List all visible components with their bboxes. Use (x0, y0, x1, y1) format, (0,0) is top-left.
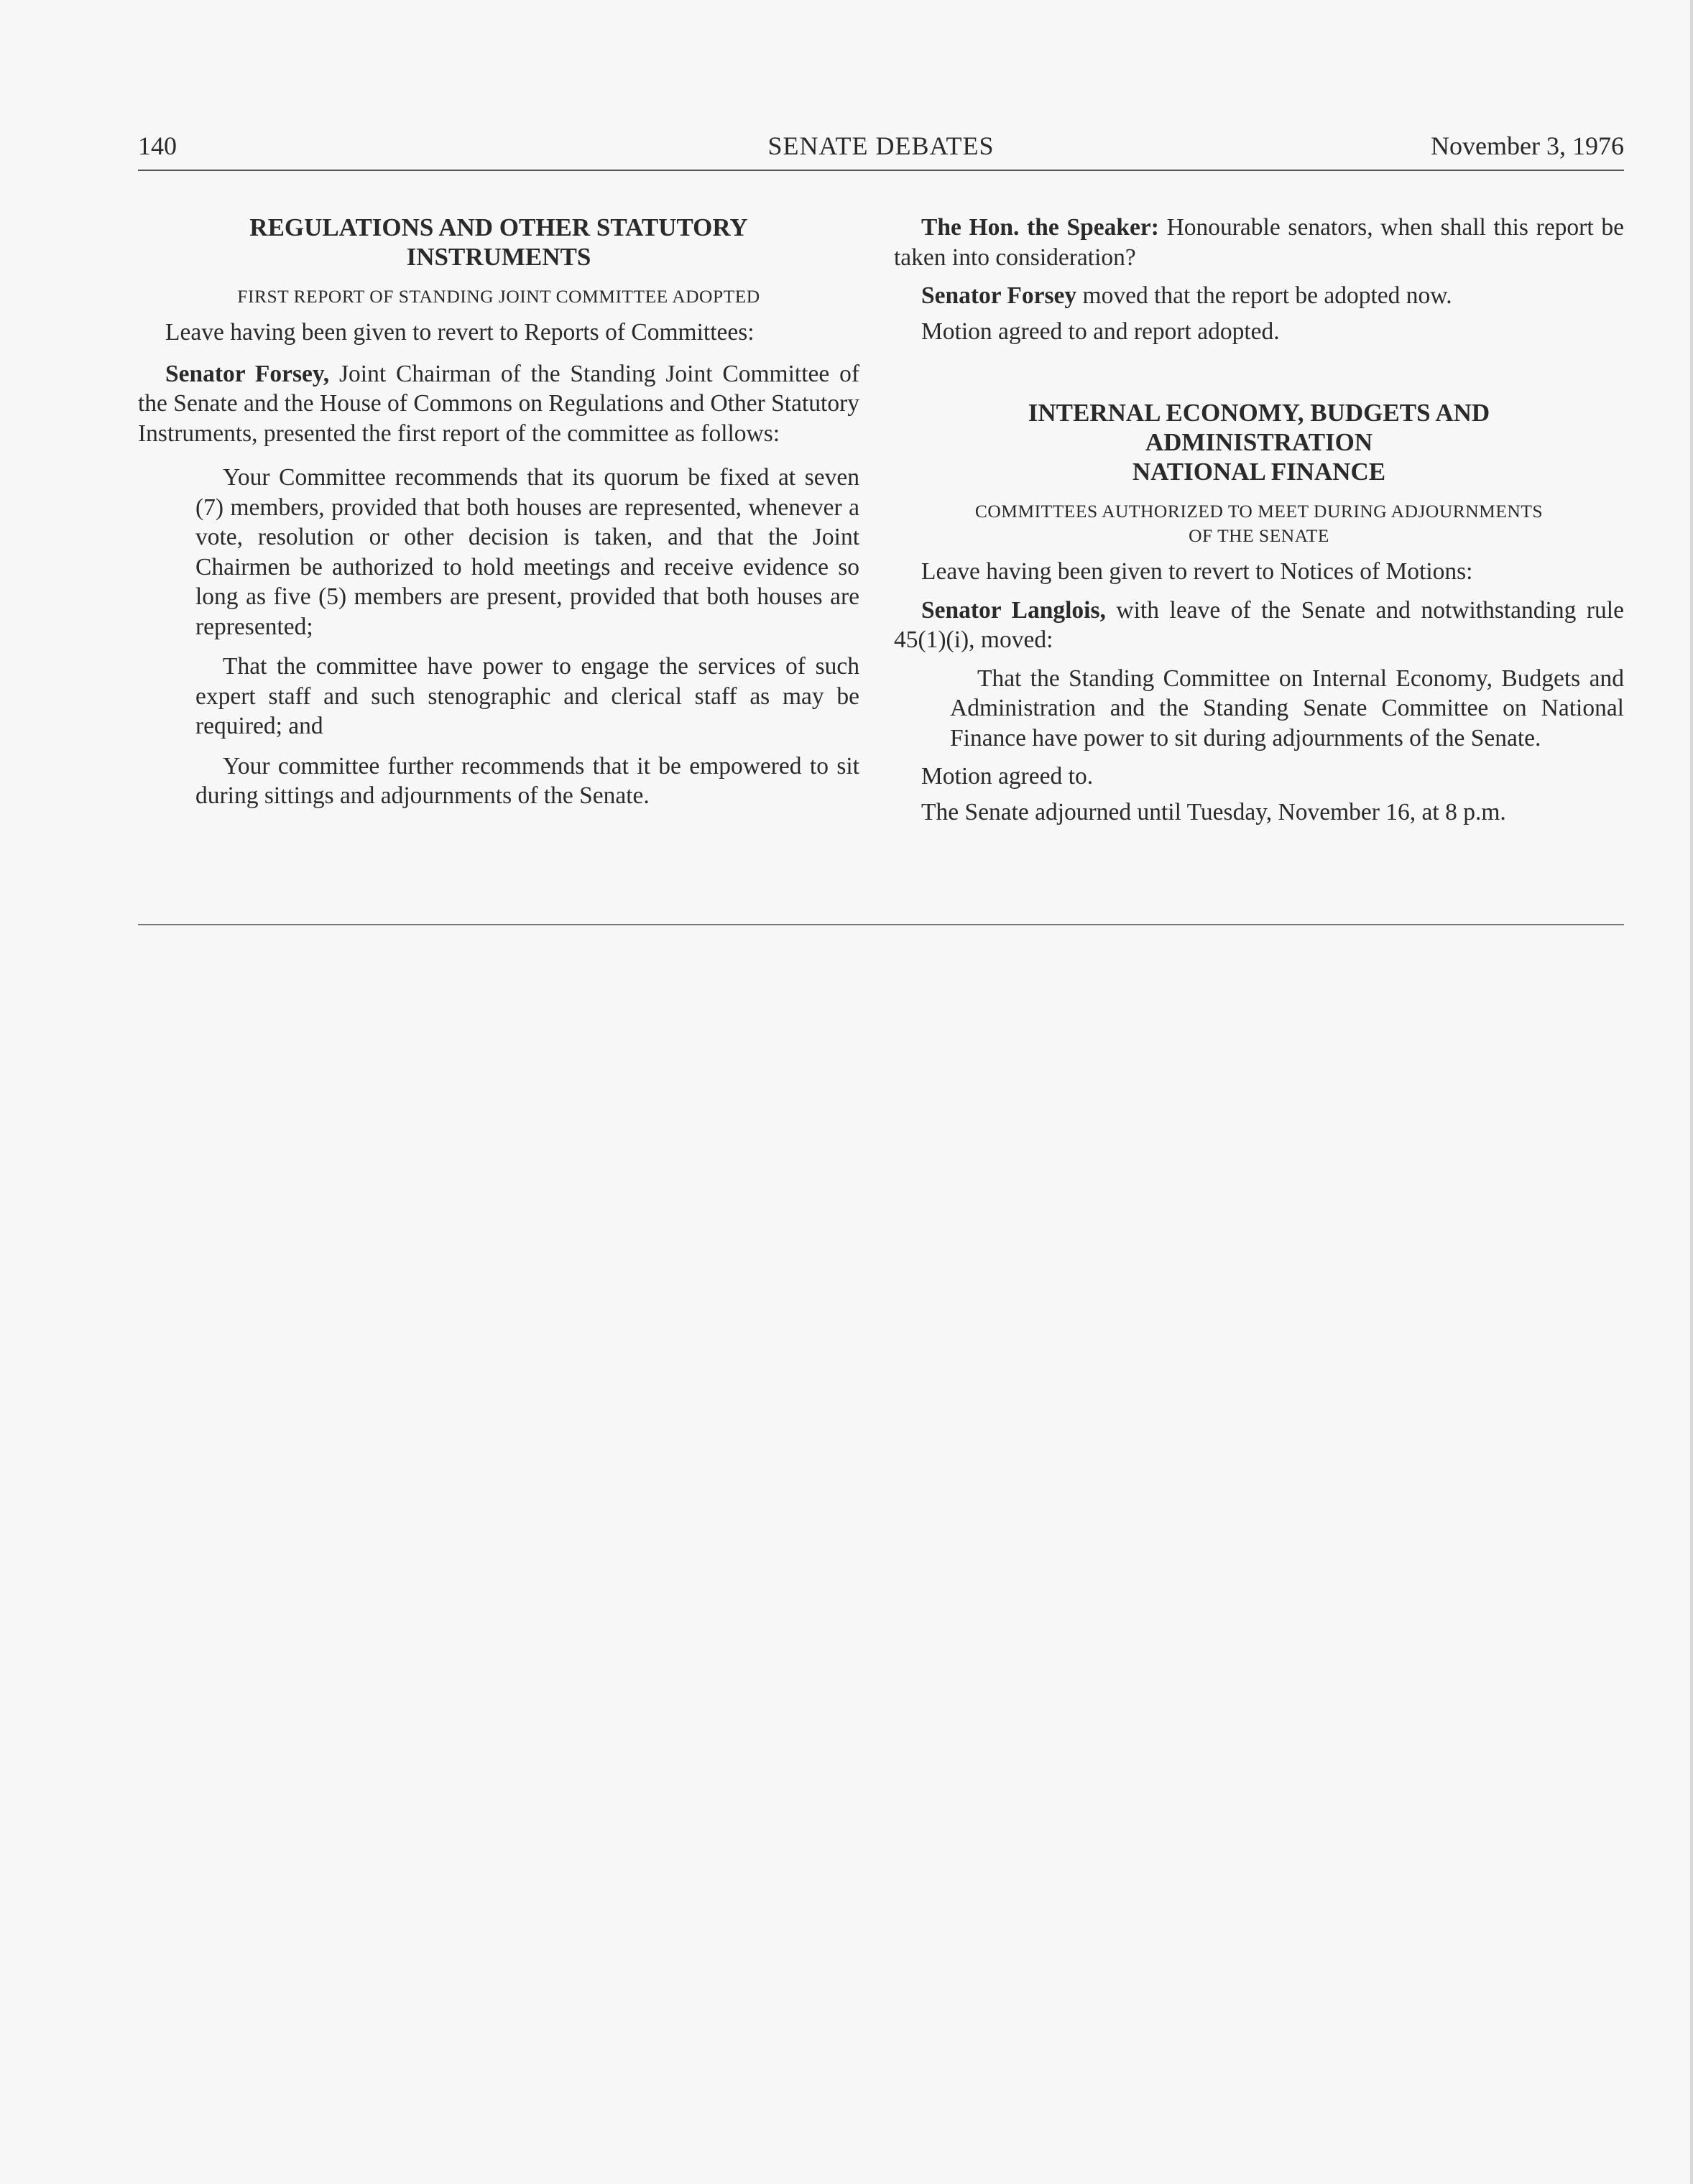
paragraph: Senator Forsey, Joint Chairman of the Standing Joint Committee of the Senate and the House of Commons on Regulations and Other Statutory Instruments, presented the first report of the committee as follows: (138, 360, 859, 447)
header-date: November 3, 1976 (1431, 131, 1624, 160)
running-title: SENATE DEBATES (767, 131, 995, 160)
paragraph: Senator Forsey moved that the report be adopted now. (921, 282, 1452, 309)
right-column (894, 213, 1624, 827)
section-heading: INTERNAL ECONOMY, BUDGETS AND ADMINISTRATION NATIONAL FINANCE (1028, 399, 1490, 486)
paragraph: The Senate adjourned until Tuesday, November 16, at 8 p.m. (921, 798, 1506, 825)
speaker-name: Senator Forsey (921, 282, 1077, 309)
paragraph: Motion agreed to and report adopted. (921, 318, 1280, 345)
section-subheading: FIRST REPORT OF STANDING JOINT COMMITTEE ADOPTED (237, 286, 760, 307)
page-number: 140 (138, 131, 177, 160)
paragraph: Motion agreed to. (921, 763, 1094, 790)
left-column (138, 213, 859, 811)
section-heading: REGULATIONS AND OTHER STATUTORY INSTRUMENTS (249, 213, 748, 271)
quoted-paragraph: Your committee further recommends that it be empowered to sit during sittings and adjournments of the Senate. (195, 752, 859, 809)
paragraph: The Hon. the Speaker: Honourable senators, when shall this report be taken into consideration? (894, 214, 1624, 271)
bottom-rule (138, 924, 1624, 925)
speaker-name: The Hon. the Speaker: (921, 214, 1159, 241)
page-header (138, 126, 1624, 171)
speaker-name: Senator Langlois, (921, 596, 1106, 624)
quoted-paragraph: Your Committee recommends that its quorum be fixed at seven (7) members, provided that both houses are represented, whenever a vote, resolution or other decision is taken, and that the Joint Chairmen be authorized to hold meetings and receive evidence so long as five (5) members are present, provided that both houses are represented; (195, 464, 859, 640)
section-subheading: COMMITTEES AUTHORIZED TO MEET DURING ADJOURNMENTS OF THE SENATE (974, 501, 1544, 546)
page-edge (1690, 0, 1693, 2184)
quoted-paragraph: That the committee have power to engage the services of such expert staff and such stenographic and clerical staff as may be required; and (195, 653, 859, 739)
paragraph: Leave having been given to revert to Notices of Motions: (921, 558, 1473, 585)
quoted-paragraph: That the Standing Committee on Internal Economy, Budgets and Administration and the Standing Senate Committee on National Finance have power to sit during adjournments of the Senate. (950, 665, 1624, 751)
paragraph: Leave having been given to revert to Reports of Committees: (165, 319, 755, 346)
paragraph: Senator Langlois, with leave of the Senate and notwithstanding rule 45(1)(i), moved: (894, 596, 1624, 653)
speaker-name: Senator Forsey, (165, 360, 330, 387)
